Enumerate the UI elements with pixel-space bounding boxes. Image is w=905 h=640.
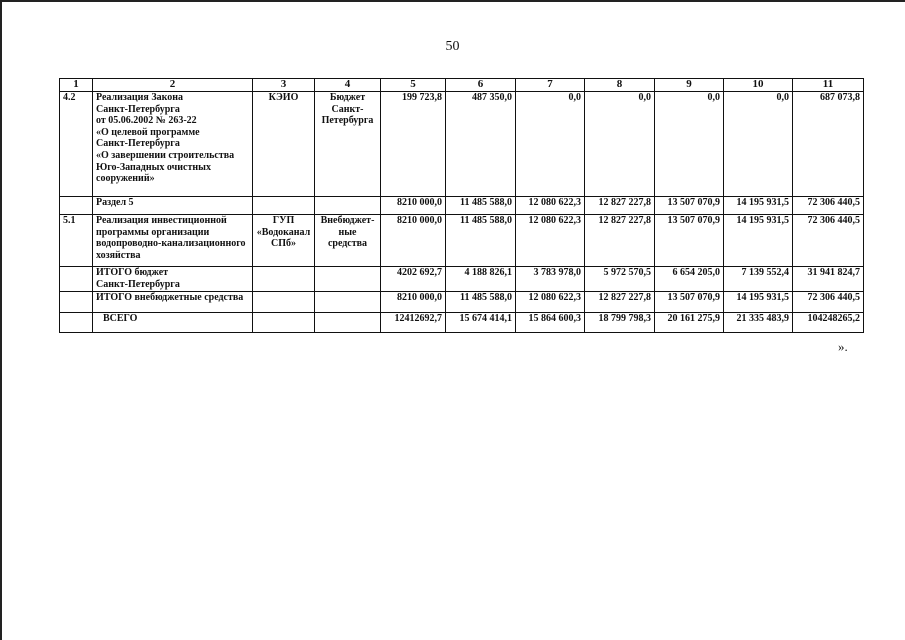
column-header: 1 (60, 79, 93, 92)
page-border-top (0, 0, 905, 2)
value-cell: 20 161 275,9 (655, 313, 724, 333)
value-cell: 8210 000,0 (381, 197, 446, 215)
value-cell: 12 080 622,3 (516, 215, 585, 267)
row-number-cell (60, 267, 93, 292)
value-cell: 199 723,8 (381, 92, 446, 197)
value-cell: 13 507 070,9 (655, 292, 724, 313)
source-cell (315, 313, 381, 333)
table-row (60, 267, 864, 292)
value-cell: 72 306 440,5 (793, 197, 864, 215)
value-cell: 487 350,0 (446, 92, 516, 197)
source-cell (315, 267, 381, 292)
value-cell: 12 080 622,3 (516, 292, 585, 313)
value-cell: 13 507 070,9 (655, 197, 724, 215)
value-cell: 0,0 (724, 92, 793, 197)
value-cell: 104248265,2 (793, 313, 864, 333)
description-cell: ВСЕГО (93, 313, 253, 333)
table-row (60, 292, 864, 313)
value-cell: 14 195 931,5 (724, 215, 793, 267)
column-header: 2 (93, 79, 253, 92)
value-cell: 72 306 440,5 (793, 292, 864, 313)
description-cell: Реализация Закона Санкт-Петербурга от 05.06.2002 № 263-22 «О целевой программе Санкт-Петербурга «О завершении строительства Юго-Западных очистных сооружений» (93, 92, 253, 197)
row-number-cell (60, 197, 93, 215)
value-cell: 31 941 824,7 (793, 267, 864, 292)
value-cell: 15 674 414,1 (446, 313, 516, 333)
executor-cell: ГУП «Водоканал СПб» (253, 215, 315, 267)
value-cell: 0,0 (516, 92, 585, 197)
budget-table (59, 78, 864, 333)
description-cell: Реализация инвестиционной программы организации водопроводно-канализационного хозяйства (93, 215, 253, 267)
source-cell: Бюджет Санкт- Петербурга (315, 92, 381, 197)
value-cell: 6 654 205,0 (655, 267, 724, 292)
source-cell: Внебюджет- ные средства (315, 215, 381, 267)
row-number-cell: 4.2 (60, 92, 93, 197)
row-number-cell (60, 313, 93, 333)
executor-cell (253, 267, 315, 292)
column-header: 6 (446, 79, 516, 92)
value-cell: 3 783 978,0 (516, 267, 585, 292)
value-cell: 13 507 070,9 (655, 215, 724, 267)
column-header: 7 (516, 79, 585, 92)
column-header: 8 (585, 79, 655, 92)
column-header: 3 (253, 79, 315, 92)
value-cell: 18 799 798,3 (585, 313, 655, 333)
column-header: 11 (793, 79, 864, 92)
closing-quote-mark: ». (838, 339, 848, 354)
table-row (60, 313, 864, 333)
value-cell: 5 972 570,5 (585, 267, 655, 292)
column-header: 10 (724, 79, 793, 92)
value-cell: 12 827 227,8 (585, 215, 655, 267)
value-cell: 12 080 622,3 (516, 197, 585, 215)
value-cell: 11 485 588,0 (446, 292, 516, 313)
value-cell: 15 864 600,3 (516, 313, 585, 333)
page-border-left (0, 0, 2, 640)
table-row (60, 197, 864, 215)
executor-cell: КЭИО (253, 92, 315, 197)
value-cell: 8210 000,0 (381, 215, 446, 267)
row-number-cell: 5.1 (60, 215, 93, 267)
value-cell: 12412692,7 (381, 313, 446, 333)
executor-cell (253, 292, 315, 313)
value-cell: 687 073,8 (793, 92, 864, 197)
value-cell: 14 195 931,5 (724, 292, 793, 313)
value-cell: 12 827 227,8 (585, 197, 655, 215)
description-cell: Раздел 5 (93, 197, 253, 215)
executor-cell (253, 197, 315, 215)
value-cell: 11 485 588,0 (446, 197, 516, 215)
value-cell: 4 188 826,1 (446, 267, 516, 292)
value-cell: 7 139 552,4 (724, 267, 793, 292)
value-cell: 72 306 440,5 (793, 215, 864, 267)
row-number-cell (60, 292, 93, 313)
executor-cell (253, 313, 315, 333)
value-cell: 8210 000,0 (381, 292, 446, 313)
source-cell (315, 292, 381, 313)
table-row (60, 92, 864, 197)
description-cell: ИТОГО бюджет Санкт-Петербурга (93, 267, 253, 292)
column-header: 9 (655, 79, 724, 92)
table-row (60, 215, 864, 267)
value-cell: 11 485 588,0 (446, 215, 516, 267)
column-header: 5 (381, 79, 446, 92)
description-cell: ИТОГО внебюджетные средства (93, 292, 253, 313)
value-cell: 21 335 483,9 (724, 313, 793, 333)
table-header-row (60, 79, 864, 92)
source-cell (315, 197, 381, 215)
value-cell: 0,0 (585, 92, 655, 197)
value-cell: 14 195 931,5 (724, 197, 793, 215)
value-cell: 4202 692,7 (381, 267, 446, 292)
value-cell: 0,0 (655, 92, 724, 197)
page-number: 50 (445, 39, 460, 54)
column-header: 4 (315, 79, 381, 92)
value-cell: 12 827 227,8 (585, 292, 655, 313)
